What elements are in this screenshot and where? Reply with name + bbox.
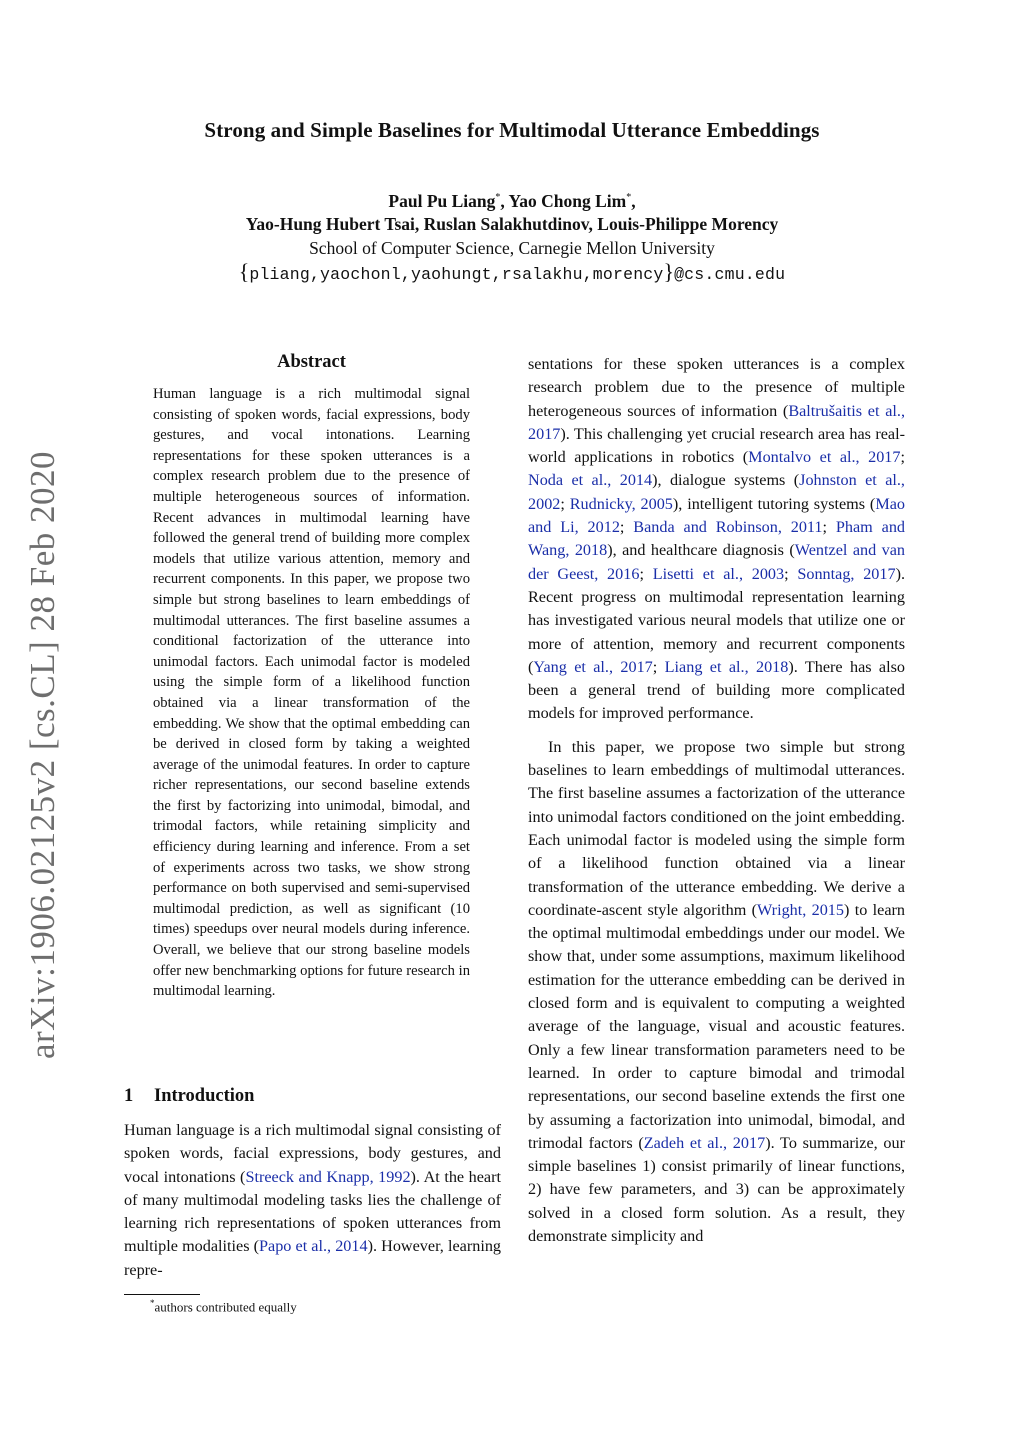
body-text: ). To summarize, our simple baselines 1) consist primarily of linear functions, 2) have few parameters, and 3) can be approximately solved in a closed form solution. As a result, they demonstrate simplicity and — [528, 1133, 905, 1245]
citation-link[interactable]: Pham and Wang, 2018 — [528, 518, 906, 560]
author-name: Yao Chong Lim — [508, 190, 627, 211]
citation-link[interactable]: Montalvo et al., 2017 — [748, 448, 901, 467]
citation-link[interactable]: Noda et al., 2014 — [528, 471, 653, 490]
citation-link[interactable]: Rudnicky, 2005 — [569, 494, 673, 513]
body-text: ; — [560, 494, 570, 513]
introduction-section — [124, 1086, 501, 1282]
body-text: ), dialogue systems ( — [652, 471, 800, 490]
citation-link[interactable]: Liang et al., 2018 — [664, 657, 789, 676]
author-block — [0, 186, 1024, 287]
email-line — [0, 260, 1024, 287]
body-text: ; — [822, 518, 836, 537]
section-title: Introduction — [154, 1086, 255, 1106]
body-paragraph — [528, 353, 905, 726]
author-separator: , — [500, 190, 509, 211]
body-text: ; — [639, 564, 653, 583]
citation-link[interactable]: Mao and Li, 2012 — [528, 494, 905, 537]
right-column — [528, 353, 905, 1248]
body-text: ). However, learning repre- — [124, 1237, 502, 1279]
author-line-2: Yao-Hung Hubert Tsai, Ruslan Salakhutdinov, Louis-Philippe Morency — [245, 214, 779, 235]
footnote-mark: * — [150, 1298, 155, 1308]
affiliation: School of Computer Science, Carnegie Mellon University — [309, 237, 715, 258]
equal-contribution-mark: * — [626, 192, 632, 203]
citation-link[interactable]: Papo et al., 2014 — [259, 1237, 368, 1256]
body-text: ; — [619, 518, 634, 537]
body-text: ). This challenging yet crucial research area has real-world applications in robotics ( — [528, 424, 905, 467]
email-brace-close: } — [663, 259, 675, 285]
body-text: ; — [652, 657, 665, 676]
arxiv-sidebar — [14, 452, 72, 1058]
body-text: ), intelligent tutoring systems ( — [672, 494, 876, 513]
citation-link[interactable]: Yang et al., 2017 — [533, 657, 653, 676]
abstract-heading: Abstract — [277, 352, 346, 372]
paper-title: Strong and Simple Baselines for Multimodal Utterance Embeddings — [204, 118, 820, 142]
body-text: ). At the heart of many multimodal modeling tasks lies the challenge of learning rich representations of spoken utterances from multiple modalities ( — [124, 1167, 501, 1256]
email-names: pliang,yaochonl,yaohungt,rsalakhu,morency — [249, 265, 664, 285]
body-text: ). There has also been a general trend of building more complicated models for improved performance. — [528, 657, 906, 723]
citation-link[interactable]: Banda and Robinson, 2011 — [633, 518, 823, 537]
citation-link[interactable]: Baltrušaitis et al., 2017 — [528, 401, 905, 443]
footnote-text: authors contributed equally — [154, 1299, 297, 1315]
citation-link[interactable]: Johnston et al., 2002 — [528, 471, 905, 513]
body-text: Human language is a rich multimodal signal consisting of spoken words, facial expressions, body gestures, and vocal intonations ( — [124, 1121, 501, 1186]
citation-link[interactable]: Wentzel and van der Geest, 2016 — [528, 541, 905, 583]
author-name: Paul Pu Liang — [388, 190, 496, 211]
intro-paragraph — [124, 1119, 501, 1282]
email-domain: @cs.cmu.edu — [674, 265, 786, 285]
equal-contribution-mark: * — [495, 192, 501, 203]
section-number: 1 — [124, 1086, 134, 1106]
body-text: ), and healthcare diagnosis ( — [607, 541, 795, 560]
author-separator: , — [631, 190, 636, 211]
citation-link[interactable]: Streeck and Knapp, 1992 — [245, 1167, 411, 1186]
citation-link[interactable]: Zadeh et al., 2017 — [643, 1133, 766, 1152]
footnote — [150, 1298, 297, 1315]
author-line-1 — [0, 186, 1024, 213]
body-text: ) to learn the optimal multimodal embeddings under our model. We show that, under some assumptions, maximum likelihood estimation for the utterance embedding can be derived in closed form and is equivalent to computing a weighted average of the language, visual and acoustic features. Only a few linear transformation parameters need to be learned. In order to capture bimodal and trimodal representations, our second baseline extends the first one by assuming a factorization into unimodal, bimodal, and trimodal factors ( — [528, 900, 905, 1152]
footnote-rule — [124, 1294, 200, 1295]
abstract-text: Human language is a rich multimodal signal consisting of spoken words, facial expressions, body gestures, and vocal intonations. Learning representations for these spoken utterances is a complex research problem due to the presence of multiple heterogeneous sources of information. Recent advances in multimodal learning have followed the general trend of building more complex models that utilize various attention, memory and recurrent components. In this paper, we propose two simple but strong baselines to learn embeddings of multimodal utterances. The first baseline assumes a conditional factorization of the utterance into unimodal factors. Each unimodal factor is modeled using the simple form of a likelihood function obtained via a linear transformation of the embedding. We show that the optimal embedding can be derived in closed form by taking a weighted average of the unimodal features. In order to capture richer representations, our second baseline extends the first by factorizing into unimodal, bimodal, and trimodal factors, while retaining simplicity and efficiency during learning and inference. From a set of experiments across two tasks, we show strong performance on both supervised and semi-supervised multimodal prediction, as well as significant (10 times) speedups over neural models during inference. Overall, we believe that our strong baseline models offer new benchmarking options for future research in multimodal learning. — [153, 386, 470, 1000]
email-brace-open: { — [238, 259, 250, 285]
arxiv-identifier: arXiv:1906.02125v2 [cs.CL] 28 Feb 2020 — [23, 450, 62, 1060]
section-heading — [124, 1086, 501, 1107]
body-paragraph — [528, 736, 905, 1249]
abstract-section — [153, 352, 470, 1002]
citation-link[interactable]: Sonntag, 2017 — [797, 564, 896, 583]
citation-link[interactable]: Wright, 2015 — [757, 900, 844, 919]
body-text: ). Recent progress on multimodal representation learning has investigated various neural models that utilize one or more of attention, memory and recurrent components ( — [528, 564, 906, 676]
body-text: ; — [784, 564, 798, 583]
body-text: In this paper, we propose two simple but strong baselines to learn embeddings of multimodal utterances. The first baseline assumes a factorization of the utterance into unimodal factors conditioned on the joint embedding. Each unimodal factor is modeled using the simple form of a likelihood function obtained via a linear transformation of the utterance embedding. We derive a coordinate-ascent style algorithm ( — [528, 737, 905, 919]
body-text: sentations for these spoken utterances is a complex research problem due to the presence of multiple heterogeneous sources of information ( — [528, 355, 905, 420]
citation-link[interactable]: Lisetti et al., 2003 — [652, 564, 785, 583]
body-text: ; — [900, 448, 905, 467]
